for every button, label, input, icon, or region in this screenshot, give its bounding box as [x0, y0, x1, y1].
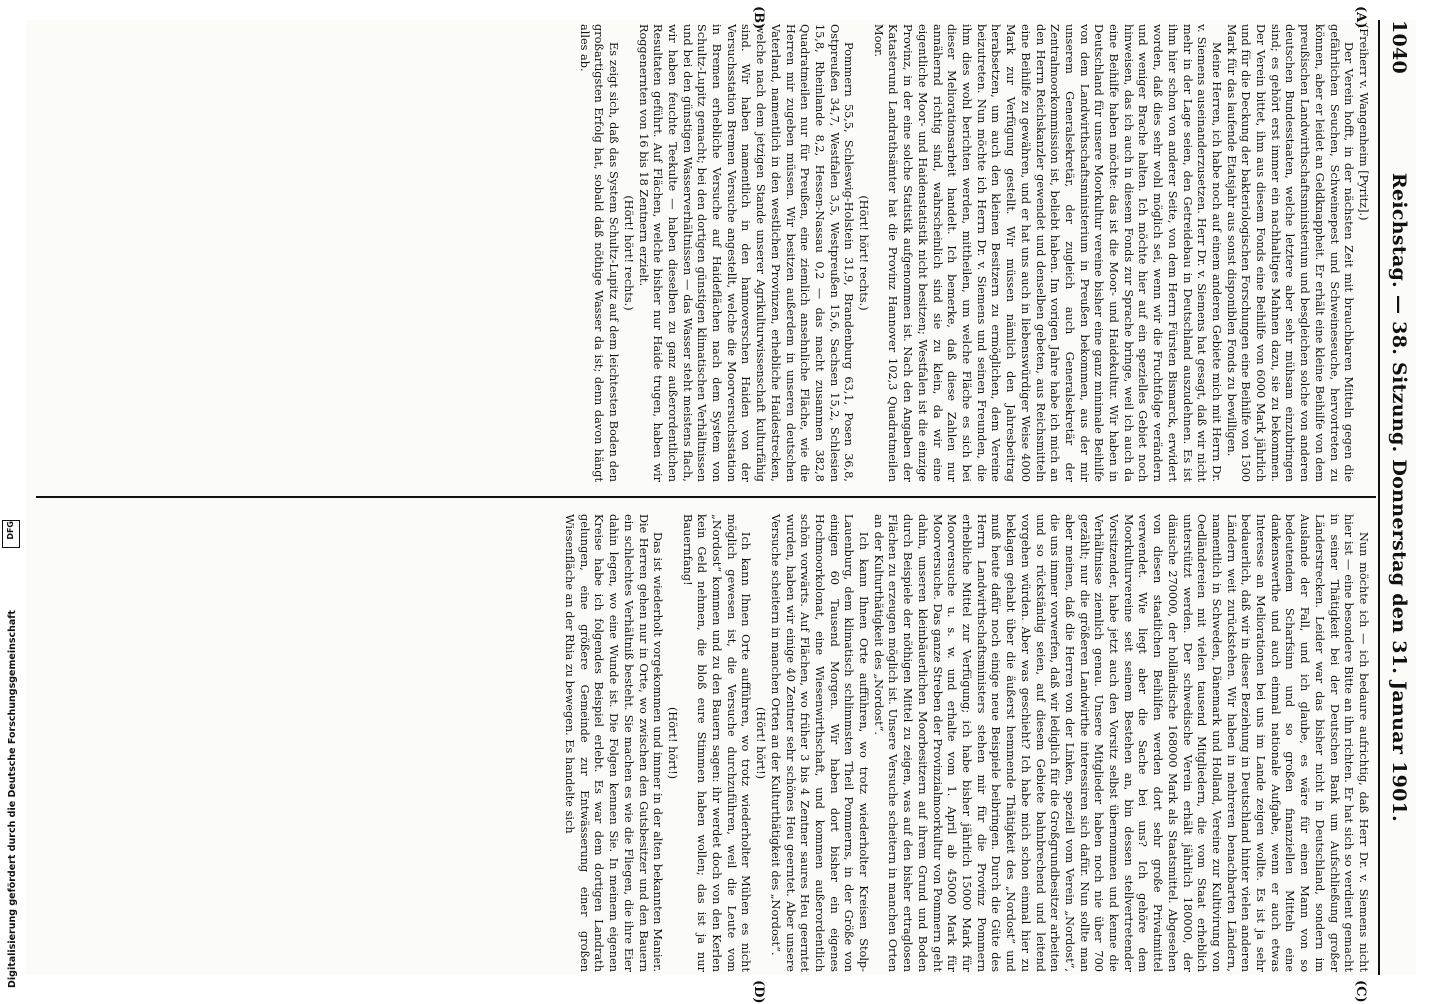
paragraph: Der Verein hofft, in der nächsten Zeit mit brauchbaren Mitteln gegen die gefährlichen Seuchen, Schweinepest und Schweineseuche, hervortreten zu können, aber er leidet an Geldknappheit. Er erhält eine kleine Beihilfe von dem preußischen Landwirthschaftsministerium und besgleichen solche von anderen deutschen Bundesstaaten, welche letztere aber sehr mühsam einzubringen sind; es gehört erst immer ein nachhaltiges Mahnen dazu, sie zu bekommen. Der Verein bittet, ihm aus diesem Fonds eine Beihilfe von 6000 Mark jährlich und für die Deckung der bakteriologischen Forschungen eine Beihilfe von 1500 Mark für das laufende Etatsjahr aus sonst disponiblen Fonds zu bewilligen.	[1224, 24, 1356, 482]
page-title: Reichstag. — 38. Sitzung. Donnerstag den 31. Januar 1901.	[1388, 172, 1410, 823]
dfg-logo-text: DFG	[6, 521, 15, 540]
speaker-line: (Freiherr v. Wangenheim [Pyritz].)	[1357, 24, 1370, 221]
margin-mark-b: (B)	[751, 6, 766, 30]
header-rule	[1378, 20, 1380, 975]
newspaper-page	[26, 6, 1416, 1004]
paragraph: Pommern 55,5, Schleswig-Holstein 31,9, Brandenburg 63,1, Posen 36,8, Ostpreußen 34,7, Westfalen 3,5, Westpreußen 15,6, Sachsen 15,2, Schlesien 15,8, Rheinlande 8,2, Hessen-Nassau 0,2 — das macht zusammen 382,8 Quadratmeilen nur für Preußen, eine ziemlich ansehnliche Fläche, wie die Herren mir zugeben müssen. Wir besitzen außerdem in unseren deutschen Vaterland, namentlich in den westlichen Provinzen, erhebliche Haidestrecken, welche nach dem jetzigen Stande unserer Agrikulturwissenschaft kulturfähig sind. Wir haben namentlich in den hannoverschen Haiden von der Versuchsstation Bremen Versuche angestellt, welche die Moorversuchsstation in Bremen erhebliche Versuche auf Haideflächen nach dem System von Schultz-Lupitz gemacht; bei den dortigen günstigen klimatischen Verhältnissen und bei den günstigen Wasserverhältnissen — das Wasser steht meistens flach, wir haben feuchte Teekulte — haben dieselben zu ganz außerordentlichen Resultaten geführt. Auf Flächen, welche bisher nur Haide trugen, haben wir Roggenernten von 16 bis 18 Zentnern erzielt.	[636, 24, 856, 482]
interjection: (Hört! hört!)	[665, 706, 679, 780]
digitization-credit	[6, 548, 20, 988]
paragraph: Ich kann Ihnen Orte aufführen, wo trotz wiederholter Mühen es nicht möglich gewesen ist, die Versuche durchzuführen, weil die Leute vom „Nordost“ kommen und zu den Bauern sagen: ihr werdet doch von den Kerlen kein Geld nehmen, die bloß eure Stimmen haben wollen; das ist ja nur Bauernfang!	[680, 514, 753, 972]
paragraph: Das ist wiederholt vorgekommen und immer in der alten bekannten Manier. Die Herren gehen nur in Orte, wo zwischen den Gutsbesitzer und den Bauern ein schlechtes Verhältniß besteht. Sie machen es wie die Fliegen, die ihre Eier dahin legen, wo eine Wunde ist. Die Folgen kennen Sie. In meinem eigenen Kreise habe ich folgendes Beispiel erlebt. Es war dem dortigen Landrath gelungen, eine größere Gemeinde zur Entwässerung einer großen Wiesenfläche an der Rhia zu bewegen. Es handelte sich	[563, 514, 665, 972]
paragraph: Es zeigt sich, daß das System Schultz-Lupitz auf dem leichtesten Boden den großartigsten Erfolg hat, sobald daß nöthige Wasser da ist; denn davon hängt alles ab.	[577, 24, 621, 482]
margin-mark-d: (D)	[751, 980, 766, 1004]
page-number: 1040	[1388, 20, 1410, 75]
paragraph: Meine Herren, ich habe noch auf einem anderen Gebiete mich mit Herrn Dr. v. Siemens auseinanderzusetzen. Herr Dr. v. Siemens hat gesagt, daß wir nicht mehr in der Lage seien, den Getreidebau in Deutschland auszudehnen. Es ist ihm hier schon von anderer Seite, von dem Herrn Fürsten Bismarck, erwidert worden, daß dies sehr wohl möglich sei, wenn wir die Fruchtfolge verändern und weniger Brache halten. Ich möchte hier auf ein spezielles Gebiet noch hinweisen, das ich auch in diesem Fonds zur Sprache bringe, weil ich auch da eine Beihilfe haben möchte: das ist die Moor- und Haidekultur. Wir haben in Deutschland für unsere Moorkultur vereine bisher eine ganz minimale Beihilfe von dem Landwirthschaftsministerium in Preußen bekommen, aus der mir unserem Generalsekretär, der zugleich auch Generalsekretär der Zentralmoorkommission ist, beliebt haben. Im vorigen Jahre habe ich mich an den Herrn Reichskanzler gewendet und denselben gebeten, aus Reichsmitteln eine Beihilfe zu gewähren, und er hat uns auch in liebenswürdiger Weise 4000 Mark zur Verfügung gestellt. Wir müssen nämlich den Jahresbeitrag herabsetzen, um auch den kleinen Besitzern zu ermöglichen, dem Vereine beizutreten. Nun möchte ich Herrn Dr. v. Siemens und seinen Freunden, die ihm dies wohl berichten werden, mittheilen, um welche Fläche es sich bei dieser Meliorationsarbeit handelt. Ich bemerke, daß diese Zahlen nur annähernd richtig sind, wahrscheinlich sind sie zu klein, da wir eine eigentliche Moor- und Haidenstatistik nicht besitzen; Westfalen ist die einzige Provinz, in der eine solche Statistik aufgenommen ist. Nach den Angaben der Katasterund Landrathsämter hat die Provinz Hannover 102,3 Quadratmeilen Moor.	[871, 24, 1223, 482]
credit-text: Digitalisierung gefördert durch die Deutsche Forschungsgemeinschaft	[7, 610, 18, 988]
dfg-logo	[2, 520, 20, 548]
interjection: (Hört! hört! rechts.)	[857, 195, 871, 311]
left-column	[40, 24, 1370, 482]
page-header	[1380, 20, 1416, 975]
interjection: (Hört! hört! rechts.)	[621, 195, 635, 311]
column-divider	[36, 496, 1376, 498]
margin-mark-c: (C)	[1353, 980, 1368, 1003]
interjection: (Hört! hört!)	[754, 706, 768, 780]
right-column	[40, 514, 1370, 972]
paragraph: Nun möchte ich — ich bedaure aufrichtig, daß Herr Dr. v. Siemens nicht hier ist — eine besondere Bitte an ihn richten. Er hat sich so verdient gemacht in seiner Thätigkeit bei der Deutschen Bank um Aufschließung großer Länderstrecken. Leider war das bisher nicht in Deutschland, sondern im Auslande der Fall, und ich glaube, es wäre für einen Mann von so bedeutendem Scharfsinn und so großen finanziellen Mitteln eine dankenswerthe und auch einmal nationale Aufgabe, wenn er auch etwas Interesse an Meliorationen bei uns im Lande zeigen wollte. Es ist ja sehr bedauerlich, daß wir in dieser Beziehung in Deutschland hinter vielen anderen Ländern weit zurückstehen. Wir haben in mehreren benachbarten Ländern, namentlich in Schweden, Dänemark und Holland, Vereine zur Kultivirung von Oedländereien mit vielen tausend Mitgliedern, die vom Staat erheblich unterstützt werden. Der schwedische Verein erhält jährlich 180000, der dänische 270000, der holländische 168000 Mark als Staatsmittel. Abgesehen von diesen staatlichen Beihilfen werden dort sehr große Privatmittel verwendet. Wie liegt aber die Sache bei uns? Ich gehöre dem Moorkulturvereine seit seinem Bestehen an, bin dessen stellvertretender Vorsitzender, habe jetzt auch den Vorsitz selbst übernommen und kenne die Verhältnisse ziemlich genau. Unsere Mitglieder haben noch nie über 700 gezählt; nur die größeren Landwirthe interessiren sich dafür. Nun sollte man aber meinen, daß die Herren von der Linken, speziell vom Verein „Nordost“, die uns immer vorwerfen, daß wir lediglich für die Großgrundbesitzer arbeiten und so rückständig seien, auf diesem Gebiete bahnbrechend und leitend vorgehen würden. Aber was geschieht? Ich habe mich schon einmal hier zu beklagen gehabt über die äußerst hemmende Thätigkeit des „Nordost“ und muß heute dafür noch einige neue Beispiele beibringen. Durch die Güte des Herrn Landwirthschaftsministers stehen mir für die Provinz Pommern erhebliche Mittel zur Verfügung; ich habe bisher jährlich 15000 Mark für Moorversuche u. s. w. und erhalte vom 1. April ab 45000 Mark für Moorversuche. Das ganze Streben der Provinzialmoorkultur von Pommern geht dahin, unseren kleinbäuerlichen Moorbesitzern auf ihrem Grund und Boden durch Beispiele der nöthigen Mittel zu zeigen, was auf den bisher ertraglosen Flächen zu erzeugen möglich ist. Unsere Versuche scheitern in manchen Orten an der Kulturthätigkeit des „Nordost“.	[871, 514, 1370, 972]
paragraph: Ich kann Ihnen Orte aufführen, wo trotz wiederholter Kreisen Stolp-Lauenburg, dem klimatisch schlimmsten Theil Pommerns, in der Größe von einigen 60 Tausend Morgen. Wir haben dort bisher ein eigenes Hochmoorkolonat, eine Wiesenwirthschaft, und kommen außerordentlich schön vorwärts. Auf Flächen, wo früher 3 bis 4 Zentner saures Heu geerntet wurden, haben wir einige 40 Zentner sehr schönes Heu geerntet. Aber unsere Versuche scheitern in manchen Orten an der Kulturthätigkeit des „Nordost“.	[768, 514, 871, 972]
margin-mark-a: (A)	[1353, 6, 1368, 29]
